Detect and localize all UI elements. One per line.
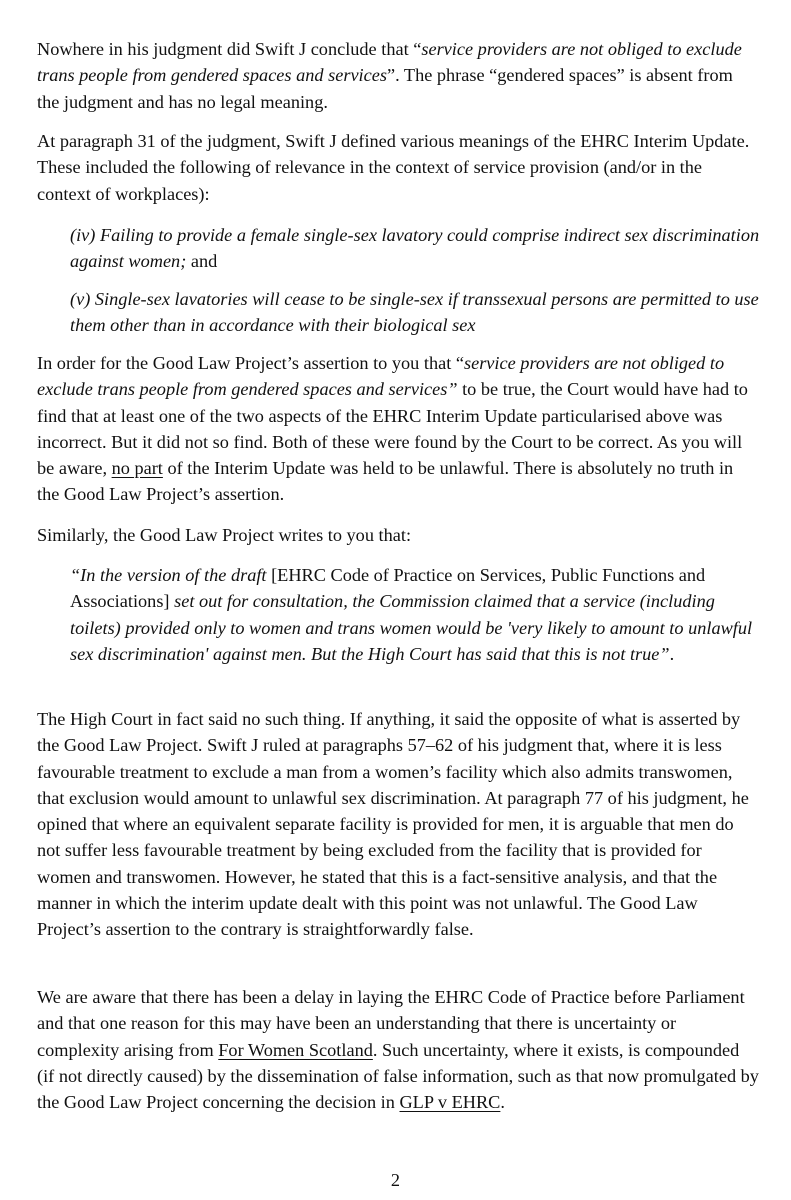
quote-draft-code — [70, 562, 760, 667]
paragraph-swift-conclusion — [37, 36, 759, 115]
text-run: . — [500, 1092, 505, 1113]
text-run: [EHRC Code of Practice on Services, Public Functions and Associations] — [70, 565, 706, 612]
case-name-glp-v-ehrc: GLP v EHRC — [399, 1092, 501, 1113]
quote-item-iv — [70, 222, 760, 275]
text-run: Nowhere in his judgment did Swift J conclude that “ — [37, 39, 422, 59]
text-run: At paragraph 31 of the judgment, Swift J defined various meanings of the EHRC Interim Update. These included the following of relevance in the context of service provision (and/or in the context of workplaces): — [37, 131, 750, 204]
paragraph-high-court — [37, 706, 759, 943]
italic-quote: set out for consultation, the Commission claimed that a service (including toilets) provided only to women and trans women would be 'very likely to amount to unlawful sex discrimination' against men. But the High Court has said that this is not true” — [70, 591, 753, 664]
text-run: Similarly, the Good Law Project writes to you that: — [37, 525, 412, 545]
text-run: . Such uncertainty, where it exists, is compounded (if not directly caused) by the dissemination of false information, such as that now promulgated by the Good Law Project concerning the decision in — [37, 1039, 759, 1113]
paragraph-similarly — [37, 522, 759, 548]
text-run: and — [186, 251, 218, 272]
italic-quote: (iv) Failing to provide a female single-sex lavatory could comprise indirect sex discrimination against women; — [70, 225, 760, 272]
paragraph-paragraph-31 — [37, 128, 759, 207]
text-run: ”. The phrase “gendered spaces” is absent from the judgment and has no legal meaning. — [37, 65, 733, 112]
case-name-for-women-scotland: For Women Scotland — [218, 1039, 373, 1060]
text-run: We are aware that there has been a delay in laying the EHRC Code of Practice before Parliament and that one reason for this may have been an understanding that there is uncertainty or complexity arising from — [37, 987, 745, 1060]
italic-quote: “In the version of the draft — [70, 565, 267, 585]
italic-quote: service providers are not obliged to exclude trans people from gendered spaces and services — [37, 39, 742, 86]
paragraph-delay — [37, 984, 759, 1115]
underlined-text: no part — [111, 458, 163, 479]
text-run: In order for the Good Law Project’s assertion to you that “ — [37, 353, 464, 373]
paragraph-glp-assertion — [37, 350, 759, 508]
quote-item-v — [70, 286, 760, 339]
text-run: of the Interim Update was held to be unlawful. There is absolutely no truth in the Good Law Project’s assertion. — [37, 458, 734, 505]
page-number: 2 — [390, 1170, 401, 1190]
text-run: The High Court in fact said no such thing. If anything, it said the opposite of what is asserted by the Good Law Project. Swift J ruled at paragraphs 57–62 of his judgment that, where it is less favourable treatment to exclude a man from a women’s facility which also admits transwomen, that exclusion would amount to unlawful sex discrimination. At paragraph 77 of his judgment, he opined that where an equivalent separate facility is provided for men, it is arguable that men do not suffer less favourable treatment by being excluded from the facility that is provided for women and transwomen. However, he stated that this is a fact-sensitive analysis, and that the manner in which the interim update dealt with this point was not unlawful. The Good Law Project’s assertion to the contrary is straightforwardly false. — [37, 709, 749, 940]
text-run: to be true, the Court would have had to find that at least one of the two aspects of the EHRC Interim Update particularised above was incorrect. But it did not so find. Both of these were found by the Court to be correct. As you will be aware, — [37, 379, 748, 479]
italic-quote: (v) Single-sex lavatories will cease to be single-sex if transsexual persons are permitted to use them other than in accordance with their biological sex — [70, 289, 759, 336]
italic-quote: service providers are not obliged to exclude trans people from gendered spaces and services” — [37, 353, 725, 400]
text-run: . — [669, 643, 675, 664]
